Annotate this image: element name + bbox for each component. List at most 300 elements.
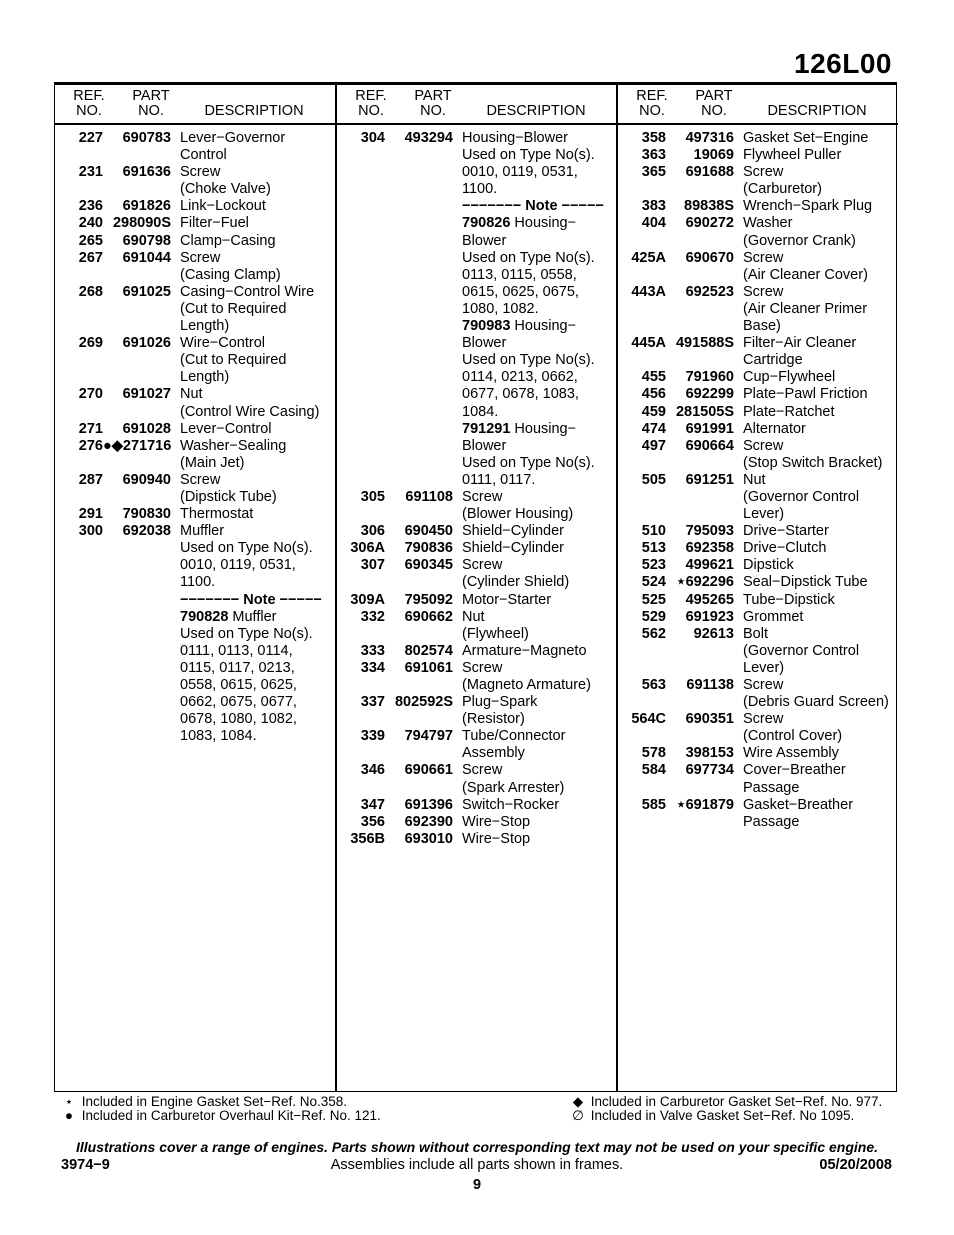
part-description bbox=[462, 814, 618, 831]
part-number: 690940 bbox=[122, 471, 171, 488]
assemblies-note: Assemblies include all parts shown in frames. bbox=[330, 1157, 624, 1173]
part-row bbox=[55, 506, 335, 523]
empty-set-icon: ∅ bbox=[572, 1108, 584, 1123]
part-number: 794797 bbox=[404, 728, 453, 745]
description-line: (Debris Guard Screen) bbox=[743, 694, 889, 711]
ref-no-header: REF. NO. bbox=[355, 88, 387, 119]
description-line: (Governor Control bbox=[743, 642, 860, 659]
column-header bbox=[337, 85, 618, 125]
column-header bbox=[618, 85, 898, 125]
part-row bbox=[618, 540, 898, 557]
part-row bbox=[55, 386, 335, 420]
ref-number: 474 bbox=[641, 420, 666, 437]
description-line: Filter−Fuel bbox=[180, 215, 249, 232]
part-number: 691025 bbox=[122, 283, 171, 300]
part-description bbox=[743, 421, 898, 438]
parts-column bbox=[55, 85, 335, 1091]
ref-number: 564C bbox=[631, 711, 666, 728]
description-line: Screw bbox=[743, 283, 784, 300]
part-number: 493294 bbox=[404, 130, 453, 146]
part-description bbox=[743, 164, 898, 198]
part-number: 691923 bbox=[685, 608, 734, 625]
part-row bbox=[337, 557, 618, 591]
description-line: (Choke Valve) bbox=[180, 181, 271, 198]
part-description bbox=[180, 250, 335, 284]
part-description bbox=[743, 404, 898, 421]
part-description bbox=[743, 386, 898, 403]
description-line: 790828 Muffler bbox=[180, 608, 277, 625]
part-number: 89838S bbox=[684, 198, 734, 215]
description-line: Screw bbox=[462, 488, 503, 505]
part-number: 692390 bbox=[404, 813, 453, 830]
part-row bbox=[618, 574, 898, 591]
description-line: (Governor Crank) bbox=[743, 232, 856, 249]
part-row bbox=[337, 814, 618, 831]
description-line: Base) bbox=[743, 318, 781, 335]
part-row bbox=[618, 762, 898, 796]
ref-number: 529 bbox=[641, 608, 666, 625]
description-line: Passage bbox=[743, 813, 800, 830]
description-line: Gasket−Breather bbox=[743, 796, 854, 813]
part-description bbox=[743, 557, 898, 574]
part-number: ●◆271716 bbox=[103, 437, 172, 454]
part-number: 791960 bbox=[685, 369, 734, 386]
ref-number: 271 bbox=[78, 420, 103, 437]
description-line: Washer bbox=[743, 215, 793, 232]
part-number: 691108 bbox=[405, 488, 453, 505]
description-line: 0111, 0113, 0114, bbox=[180, 642, 293, 659]
ref-number: 578 bbox=[641, 745, 666, 762]
part-description bbox=[743, 626, 898, 677]
description-line: 0114, 0213, 0662, bbox=[462, 369, 578, 386]
star-icon: ⋆ bbox=[64, 1094, 74, 1109]
ref-number: 309A bbox=[350, 591, 385, 608]
description-line: 0115, 0117, 0213, bbox=[180, 659, 295, 676]
ref-number: 356 bbox=[360, 813, 385, 830]
description-line: Lever−Governor bbox=[180, 130, 286, 146]
part-row bbox=[55, 284, 335, 335]
description-line: (Carburetor) bbox=[743, 181, 822, 198]
part-number: 690662 bbox=[404, 608, 453, 625]
description-line: Shield−Cylinder bbox=[462, 540, 564, 557]
description-line: Lever) bbox=[743, 659, 785, 676]
ref-number: 363 bbox=[641, 147, 666, 164]
part-row bbox=[337, 523, 618, 540]
part-number: 692358 bbox=[685, 540, 734, 557]
legend-item bbox=[60, 1108, 381, 1123]
part-description bbox=[462, 643, 618, 660]
part-description bbox=[180, 421, 335, 438]
description-line: Casing−Control Wire bbox=[180, 283, 315, 300]
part-number: 92613 bbox=[693, 625, 734, 642]
part-description bbox=[743, 369, 898, 386]
description-line: Wrench−Spark Plug bbox=[743, 198, 873, 215]
part-description bbox=[743, 574, 898, 591]
part-number: 802574 bbox=[404, 642, 453, 659]
description-line: Wire Assembly bbox=[743, 745, 839, 762]
part-row bbox=[618, 626, 898, 677]
part-row bbox=[337, 694, 618, 728]
part-number: 692299 bbox=[685, 386, 734, 403]
description-line: Tube/Connector bbox=[462, 728, 566, 745]
ref-number: 276 bbox=[78, 437, 103, 454]
description-line: Wire−Stop bbox=[462, 813, 531, 830]
description-line: Used on Type No(s). bbox=[462, 147, 595, 164]
parts-column bbox=[335, 85, 618, 1091]
description-line: Blower bbox=[462, 437, 507, 454]
description-line: (Main Jet) bbox=[180, 454, 245, 471]
ref-number: 459 bbox=[641, 403, 666, 420]
part-number: 795093 bbox=[685, 523, 734, 540]
part-number: 691026 bbox=[122, 335, 171, 352]
ref-number: 346 bbox=[360, 762, 385, 779]
part-row bbox=[618, 198, 898, 215]
part-description bbox=[462, 660, 618, 694]
ref-number: 304 bbox=[360, 130, 385, 146]
part-row bbox=[618, 404, 898, 421]
description-line: (Cut to Required bbox=[180, 300, 287, 317]
part-row bbox=[337, 643, 618, 660]
diamond-icon: ◆ bbox=[572, 1094, 584, 1109]
part-number: 19069 bbox=[693, 147, 734, 164]
description-line: Flywheel Puller bbox=[743, 147, 842, 164]
description-line: Used on Type No(s). bbox=[462, 454, 595, 471]
description-line: Nut bbox=[180, 386, 203, 403]
description-line: Plate−Pawl Friction bbox=[743, 386, 868, 403]
description-line: 0010, 0119, 0531, bbox=[462, 164, 578, 181]
description-line: Nut bbox=[462, 608, 485, 625]
ref-number: 505 bbox=[641, 471, 666, 488]
part-row bbox=[618, 250, 898, 284]
legend-text: Included in Carburetor Overhaul Kit−Ref. No. 121. bbox=[81, 1108, 381, 1123]
description-line: (Control Wire Casing) bbox=[180, 403, 320, 420]
description-line: Tube−Dipstick bbox=[743, 591, 835, 608]
description-line: Length) bbox=[180, 369, 230, 386]
description-line: (Air Cleaner Cover) bbox=[743, 266, 868, 283]
part-row bbox=[337, 592, 618, 609]
description-line: Used on Type No(s). bbox=[462, 249, 595, 266]
part-description bbox=[180, 472, 335, 506]
part-number: 691061 bbox=[404, 659, 453, 676]
ref-number: 513 bbox=[641, 540, 666, 557]
part-description bbox=[462, 489, 618, 523]
part-row bbox=[55, 472, 335, 506]
description-line: Nut bbox=[743, 471, 766, 488]
description-line: (Control Cover) bbox=[743, 728, 843, 745]
ref-number: 584 bbox=[641, 762, 666, 779]
description-line: Screw bbox=[462, 659, 503, 676]
part-no-header: PART NO. bbox=[414, 88, 452, 119]
description-line: Filter−Air Cleaner bbox=[743, 335, 857, 352]
part-row bbox=[337, 660, 618, 694]
description-line: 0615, 0625, 0675, bbox=[462, 283, 579, 300]
description-line: Screw bbox=[743, 249, 784, 266]
part-description bbox=[462, 557, 618, 591]
part-number: 398153 bbox=[685, 745, 734, 762]
description-line: 0010, 0119, 0531, bbox=[180, 557, 296, 574]
description-line: Plate−Ratchet bbox=[743, 403, 835, 420]
description-line: 0113, 0115, 0558, bbox=[462, 266, 577, 283]
part-description bbox=[462, 797, 618, 814]
ref-number: 443A bbox=[631, 283, 666, 300]
ref-number: 347 bbox=[360, 796, 385, 813]
part-row bbox=[55, 215, 335, 232]
part-row bbox=[55, 335, 335, 386]
description-line: (Magneto Armature) bbox=[462, 677, 591, 693]
part-description bbox=[462, 728, 618, 762]
description-line: Screw bbox=[743, 677, 784, 693]
part-row bbox=[618, 147, 898, 164]
part-number: 691826 bbox=[122, 198, 171, 215]
part-row bbox=[618, 438, 898, 472]
description-line: 0678, 1080, 1082, bbox=[180, 711, 297, 728]
part-description bbox=[180, 130, 335, 164]
description-line: Drive−Starter bbox=[743, 523, 829, 540]
part-description bbox=[743, 335, 898, 369]
description-line: 790983 Housing− bbox=[462, 318, 577, 335]
ref-number: 425A bbox=[631, 249, 666, 266]
part-row bbox=[337, 762, 618, 796]
part-row bbox=[55, 250, 335, 284]
part-row bbox=[618, 215, 898, 249]
description-line: Cup−Flywheel bbox=[743, 369, 836, 386]
description-line: Used on Type No(s). bbox=[180, 625, 313, 642]
part-row bbox=[337, 540, 618, 557]
part-number: 690783 bbox=[122, 130, 171, 146]
part-number: 495265 bbox=[685, 591, 734, 608]
ref-number: 287 bbox=[78, 471, 103, 488]
part-description bbox=[180, 215, 335, 232]
description-line: (Stop Switch Bracket) bbox=[743, 454, 883, 471]
document-date: 05/20/2008 bbox=[819, 1157, 892, 1173]
description-line: (Flywheel) bbox=[462, 625, 529, 642]
ref-number: 455 bbox=[641, 369, 666, 386]
part-row bbox=[55, 438, 335, 472]
description-header: DESCRIPTION bbox=[767, 103, 867, 119]
part-row bbox=[618, 592, 898, 609]
ref-number: 524 bbox=[641, 574, 666, 591]
description-line: (Resistor) bbox=[462, 711, 525, 728]
part-description bbox=[743, 592, 898, 609]
ref-number: 563 bbox=[641, 677, 666, 693]
part-number: ⋆692296 bbox=[676, 574, 734, 591]
part-description bbox=[743, 130, 898, 147]
ref-number: 562 bbox=[641, 625, 666, 642]
part-no-header: PART NO. bbox=[132, 88, 170, 119]
ref-number: 404 bbox=[641, 215, 666, 232]
ref-number: 300 bbox=[78, 523, 103, 540]
part-description bbox=[462, 609, 618, 643]
part-row bbox=[618, 677, 898, 711]
description-line: Housing−Blower bbox=[462, 130, 568, 146]
part-number: 691396 bbox=[404, 796, 453, 813]
part-number: 499621 bbox=[685, 557, 734, 574]
part-number: 497316 bbox=[685, 130, 734, 146]
part-number: 692038 bbox=[122, 523, 171, 540]
description-line: Washer−Sealing bbox=[180, 437, 287, 454]
part-number: 691688 bbox=[685, 164, 734, 181]
ref-number: 306A bbox=[350, 540, 385, 557]
part-number: 690664 bbox=[685, 437, 734, 454]
part-description bbox=[462, 831, 618, 848]
description-line: 791291 Housing− bbox=[462, 420, 577, 437]
part-number: 690798 bbox=[122, 232, 171, 249]
part-row bbox=[337, 489, 618, 523]
ref-number: 337 bbox=[360, 694, 385, 711]
part-description bbox=[743, 198, 898, 215]
description-line: 1100. bbox=[462, 181, 498, 198]
part-description bbox=[743, 797, 898, 831]
legend-text: Included in Valve Gasket Set−Ref. No 1095. bbox=[590, 1108, 855, 1123]
description-line: (Cut to Required bbox=[180, 352, 287, 369]
part-description bbox=[462, 130, 618, 489]
description-line: Lever) bbox=[743, 506, 785, 523]
part-number: 693010 bbox=[404, 830, 453, 847]
ref-number: 333 bbox=[360, 642, 385, 659]
part-row bbox=[337, 728, 618, 762]
description-line: Screw bbox=[180, 471, 221, 488]
description-line: Screw bbox=[462, 762, 503, 779]
description-line: 0662, 0675, 0677, bbox=[180, 694, 297, 711]
ref-number: 265 bbox=[78, 232, 103, 249]
part-number: 697734 bbox=[685, 762, 734, 779]
ref-no-header: REF. NO. bbox=[636, 88, 668, 119]
parts-table bbox=[54, 82, 897, 1092]
part-row bbox=[618, 421, 898, 438]
part-description bbox=[180, 335, 335, 386]
description-line: 0677, 0678, 1083, bbox=[462, 386, 579, 403]
part-number: 691138 bbox=[686, 677, 734, 693]
ref-number: 585 bbox=[641, 796, 666, 813]
ref-number: 383 bbox=[641, 198, 666, 215]
ref-number: 334 bbox=[360, 659, 385, 676]
part-row bbox=[55, 198, 335, 215]
description-header: DESCRIPTION bbox=[204, 103, 304, 119]
ref-number: 231 bbox=[78, 164, 103, 181]
description-line: Screw bbox=[180, 164, 221, 181]
parts-column bbox=[616, 85, 898, 1091]
description-line: (Cylinder Shield) bbox=[462, 574, 570, 591]
description-header: DESCRIPTION bbox=[486, 103, 586, 119]
part-description bbox=[180, 198, 335, 215]
part-row bbox=[55, 164, 335, 198]
bullet-icon: ● bbox=[64, 1108, 74, 1123]
description-line: Seal−Dipstick Tube bbox=[743, 574, 868, 591]
legend-text: Included in Carburetor Gasket Set−Ref. No. 977. bbox=[590, 1094, 883, 1109]
description-line: −−−−−−− Note −−−−− bbox=[462, 198, 604, 215]
part-description bbox=[462, 694, 618, 728]
part-description bbox=[180, 386, 335, 420]
part-number: 298090S bbox=[112, 215, 171, 232]
description-line: (Blower Housing) bbox=[462, 506, 574, 523]
part-number: 491588S bbox=[675, 335, 734, 352]
part-number: 795092 bbox=[404, 591, 453, 608]
part-description bbox=[743, 677, 898, 711]
ref-number: 356B bbox=[350, 830, 385, 847]
part-description bbox=[180, 233, 335, 250]
part-description bbox=[743, 745, 898, 762]
description-line: Link−Lockout bbox=[180, 198, 266, 215]
description-line: Thermostat bbox=[180, 506, 254, 523]
page-number: 9 bbox=[472, 1177, 482, 1193]
part-description bbox=[180, 506, 335, 523]
part-row bbox=[55, 421, 335, 438]
part-number: 691028 bbox=[122, 420, 171, 437]
description-line: 1083, 1084. bbox=[180, 728, 257, 745]
part-number: 690351 bbox=[685, 711, 734, 728]
description-line: Blower bbox=[462, 232, 507, 249]
part-number: 692523 bbox=[685, 283, 734, 300]
part-number: 691044 bbox=[122, 249, 171, 266]
description-line: Dipstick bbox=[743, 557, 794, 574]
description-line: Passage bbox=[743, 779, 800, 796]
part-number: ⋆691879 bbox=[676, 796, 734, 813]
description-line: Plug−Spark bbox=[462, 694, 538, 711]
description-line: (Governor Control bbox=[743, 488, 860, 505]
part-description bbox=[180, 164, 335, 198]
part-description bbox=[462, 592, 618, 609]
part-row bbox=[618, 745, 898, 762]
ref-number: 365 bbox=[641, 164, 666, 181]
part-row bbox=[618, 711, 898, 745]
ref-number: 306 bbox=[360, 523, 385, 540]
description-line: Switch−Rocker bbox=[462, 796, 560, 813]
legend-item bbox=[569, 1108, 854, 1124]
ref-number: 456 bbox=[641, 386, 666, 403]
part-number: 790830 bbox=[122, 506, 171, 523]
part-number: 790836 bbox=[404, 540, 453, 557]
part-row bbox=[337, 130, 618, 489]
ref-number: 236 bbox=[78, 198, 103, 215]
ref-number: 269 bbox=[78, 335, 103, 352]
part-number: 691027 bbox=[122, 386, 171, 403]
description-line: Lever−Control bbox=[180, 420, 272, 437]
part-row bbox=[618, 557, 898, 574]
description-line: Bolt bbox=[743, 625, 768, 642]
legend-text: Included in Engine Gasket Set−Ref. No.358. bbox=[81, 1094, 348, 1109]
description-line: Screw bbox=[743, 164, 784, 181]
description-line: 1100. bbox=[180, 574, 216, 591]
part-number: 690670 bbox=[685, 249, 734, 266]
description-line: Shield−Cylinder bbox=[462, 523, 564, 540]
ref-number: 240 bbox=[78, 215, 103, 232]
part-row bbox=[618, 369, 898, 386]
part-description bbox=[743, 540, 898, 557]
description-line: Screw bbox=[743, 711, 784, 728]
part-description bbox=[743, 147, 898, 164]
description-line: Screw bbox=[462, 557, 503, 574]
document-number: 3974−9 bbox=[61, 1157, 110, 1173]
description-line: Gasket Set−Engine bbox=[743, 130, 869, 146]
part-description bbox=[743, 215, 898, 249]
ref-number: 525 bbox=[641, 591, 666, 608]
description-line: 1084. bbox=[462, 403, 499, 420]
part-number: 281505S bbox=[675, 403, 734, 420]
ref-number: 445A bbox=[631, 335, 666, 352]
description-line: Alternator bbox=[743, 420, 806, 437]
part-row bbox=[618, 609, 898, 626]
description-line: Armature−Magneto bbox=[462, 642, 587, 659]
part-row bbox=[618, 523, 898, 540]
ref-number: 332 bbox=[360, 608, 385, 625]
ref-number: 339 bbox=[360, 728, 385, 745]
ref-number: 307 bbox=[360, 557, 385, 574]
description-line: Screw bbox=[743, 437, 784, 454]
part-description bbox=[743, 438, 898, 472]
description-line: Wire−Control bbox=[180, 335, 266, 352]
description-line: Assembly bbox=[462, 745, 525, 762]
ref-number: 305 bbox=[360, 488, 385, 505]
